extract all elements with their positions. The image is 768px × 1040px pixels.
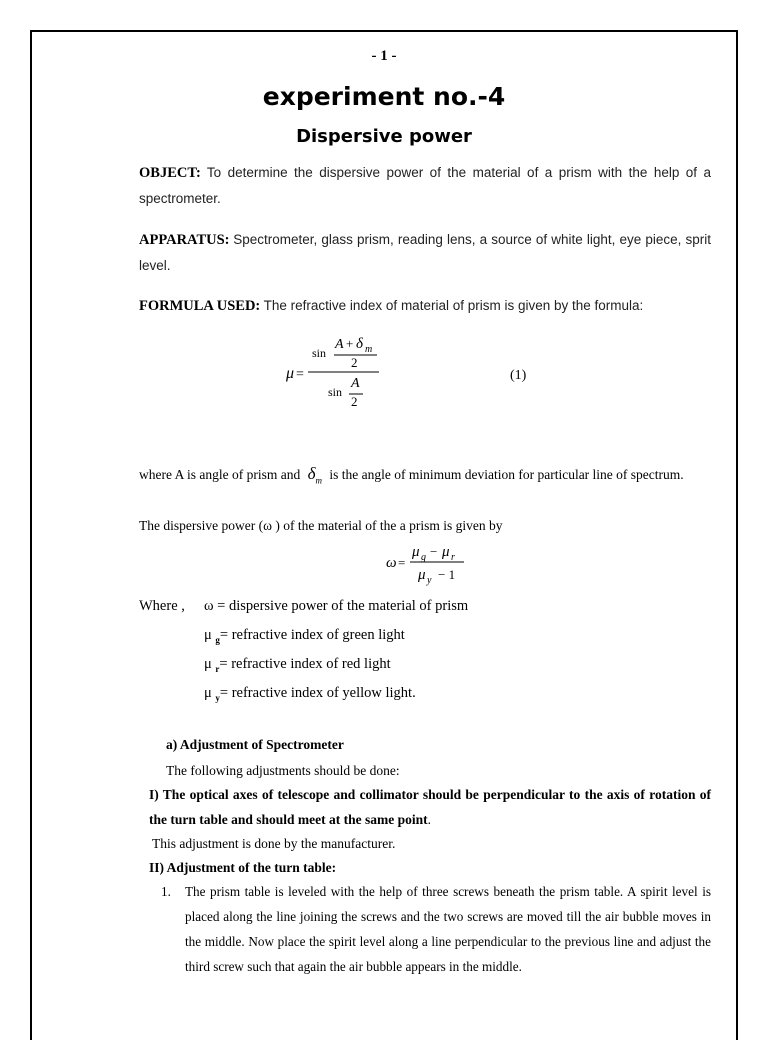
yellow-definition: μ $_y$= refractive index of yellow light. xyxy=(204,685,416,703)
eq1-equals: = xyxy=(296,367,304,382)
eq2-mu-r: μ xyxy=(442,544,450,560)
red-definition: μ $_r$= refractive index of red light xyxy=(204,656,391,674)
eq2-mu-g: μ xyxy=(412,544,420,560)
object-text: To determine the dispersive power of the material of a prism with the help of a spectrometer. xyxy=(139,165,712,206)
where-text-1: where A is angle of prism and xyxy=(139,467,301,482)
formula-used-paragraph xyxy=(139,293,711,319)
eq1-num-A: A xyxy=(335,337,344,352)
eq2-omega: ω xyxy=(386,555,397,571)
omega-definition: ω = dispersive power of the material of prism xyxy=(204,598,469,614)
eq2-r-sub: r xyxy=(451,552,455,563)
dispersive-intro: The dispersive power (ω ) of the material of the a prism is given by xyxy=(139,518,503,533)
eq1-plus: + xyxy=(346,336,354,351)
eq1-mu: μ xyxy=(286,365,295,382)
refractive-index-equation xyxy=(272,330,552,412)
eq2-equals: = xyxy=(398,555,406,570)
formula-used-text: The refractive index of material of prism is given by the formula: xyxy=(263,298,644,313)
eq1-den-2: 2 xyxy=(351,394,358,409)
object-label: OBJECT: xyxy=(139,165,201,181)
eq2-minus: − xyxy=(430,544,438,559)
page-title: experiment no.-4 xyxy=(262,82,506,111)
eq1-sin-top: sin xyxy=(312,346,327,360)
item1-note: This adjustment is done by the manufacturer. xyxy=(152,836,396,851)
eq1-delta: δ xyxy=(356,336,363,352)
list-item-number: 1. xyxy=(161,884,171,899)
apparatus-label: APPARATUS: xyxy=(139,232,230,248)
where-paragraph xyxy=(139,461,711,493)
apparatus-text: Spectrometer, glass prism, reading lens, a source of white light, eye piece, sprit level. xyxy=(139,232,711,273)
delta-m-symbol: $\delta_m$ xyxy=(307,464,322,486)
eq2-y-sub: y xyxy=(427,575,432,586)
item1-period: . xyxy=(427,812,432,827)
object-paragraph xyxy=(139,160,711,211)
green-definition: μ $_g$= refractive index of green light xyxy=(204,627,405,645)
formula-used-label: FORMULA USED: xyxy=(139,298,261,314)
section-a-item1 xyxy=(149,782,711,832)
eq1-number: (1) xyxy=(510,368,527,383)
apparatus-paragraph xyxy=(139,227,711,278)
list-item-text: The prism table is leveled with the help of three screws beneath the prism table. A spirit level is placed along the line joining the screws and the two screws are moved till the air bubble moves in the middle. Now place the spirit level along a line perpendicular to the previous line and adjust the third screw such that again the air bubble appears in the middle. xyxy=(185,884,711,974)
eq1-num-2: 2 xyxy=(351,355,358,370)
where-label: Where , xyxy=(139,598,185,614)
page-number: - 1 - xyxy=(371,48,397,64)
eq2-g-sub: g xyxy=(421,552,426,563)
list-item xyxy=(161,879,711,979)
eq1-sin-bottom: sin xyxy=(328,385,343,399)
page-subtitle: Dispersive power xyxy=(296,126,472,147)
item1-bold-text: I) The optical axes of telescope and collimator should be perpendicular to the axis of rotation of the turn table and should meet at the same point xyxy=(149,787,711,827)
item2-heading: II) Adjustment of the turn table: xyxy=(149,860,337,875)
dispersive-power-equation xyxy=(380,538,480,588)
eq1-den-A: A xyxy=(351,376,360,391)
eq2-minus-1: − 1 xyxy=(438,567,456,582)
eq1-delta-sub: m xyxy=(365,344,373,355)
eq2-mu-y: μ xyxy=(418,567,426,583)
section-a-heading: a) Adjustment of Spectrometer xyxy=(166,737,344,752)
where-text-2: is the angle of minimum deviation for particular line of spectrum. xyxy=(329,467,684,482)
document-page xyxy=(30,30,738,1040)
section-a-intro: The following adjustments should be done: xyxy=(166,763,400,778)
